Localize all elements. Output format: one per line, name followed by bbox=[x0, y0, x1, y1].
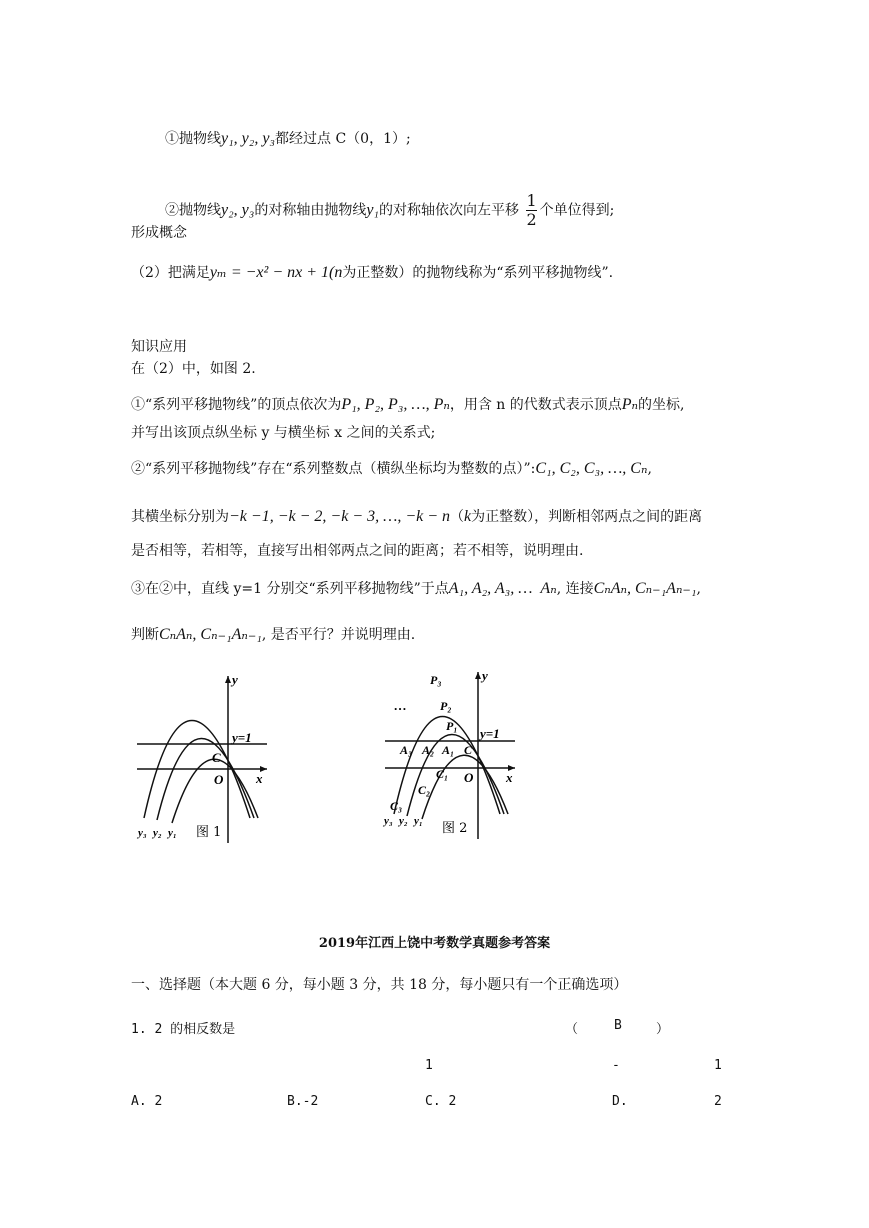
origin-label: O bbox=[214, 772, 224, 787]
axis-x-label: x bbox=[256, 771, 263, 786]
text: ①“系列平移抛物线”的顶点依次为 bbox=[131, 397, 342, 413]
c-point-label: C₃ bbox=[390, 799, 403, 813]
math-expr: y₁, y₂, y₃ bbox=[221, 130, 275, 147]
curve-label: y₁ bbox=[414, 815, 423, 827]
figure-caption: 图 2 bbox=[442, 821, 468, 836]
option-d: D. bbox=[612, 1094, 628, 1109]
math-expr: A₁, A₂, A₃, … bbox=[448, 580, 533, 597]
text: 个单位得到; bbox=[539, 202, 615, 219]
fraction-denominator: 2 bbox=[526, 210, 537, 229]
option-d-denominator: 2 bbox=[714, 1094, 722, 1109]
text: ②抛物线 bbox=[165, 202, 221, 219]
text: , bbox=[647, 461, 652, 477]
point-c-label: C bbox=[212, 750, 221, 765]
math-expr: −k −1, −k − 2, −k − 3, …, −k − n bbox=[229, 508, 451, 525]
para-4: 在（2）中，如图 2. bbox=[131, 361, 256, 377]
c-point-label: C₂ bbox=[418, 783, 431, 797]
option-c: C. 2 bbox=[425, 1094, 457, 1109]
option-b: B.-2 bbox=[287, 1094, 319, 1109]
para-9: 是否相等，若相等，直接写出相邻两点之间的距离；若不相等，说明理由. bbox=[131, 543, 584, 559]
option-d-numerator: 1 bbox=[714, 1058, 722, 1073]
line-label: y=1 bbox=[480, 726, 500, 741]
figure-2 bbox=[380, 664, 530, 848]
text: 为正整数）的抛物线称为“系列平移抛物线”. bbox=[342, 265, 614, 281]
para-3 bbox=[131, 262, 613, 282]
answer-value: B bbox=[614, 1018, 622, 1033]
a-point-label: A₃ bbox=[400, 743, 413, 757]
math-expr: y₂, y₃ bbox=[221, 201, 255, 219]
para-10 bbox=[131, 578, 701, 598]
math-expr: P₁, P₂, P₃, …, Pₙ bbox=[341, 396, 450, 413]
math-expr: C₁, C₂, C₃, …, Cₙ bbox=[535, 460, 648, 477]
a-point-label: A₂ bbox=[422, 743, 435, 757]
axis-y-label: y bbox=[232, 672, 238, 687]
c-point-label: C₁ bbox=[436, 767, 449, 781]
text: , bbox=[696, 581, 701, 597]
section-heading: 一、选择题（本大题 6 分，每小题 3 分，共 18 分，每小题只有一个正确选项） bbox=[131, 977, 628, 993]
answer-title: 2019年江西上饶中考数学真题参考答案 bbox=[318, 936, 551, 951]
vertex-label: P₃ bbox=[430, 673, 442, 687]
math-expr: CₙAₙ, Cₙ₋₁Aₙ₋₁ bbox=[159, 626, 262, 643]
text: 的对称轴由抛物线 bbox=[254, 202, 367, 219]
math-expr: k bbox=[464, 508, 472, 525]
heading-concept: 形成概念 bbox=[131, 225, 187, 241]
option-a: A. 2 bbox=[131, 1094, 163, 1109]
math-expr: Pₙ bbox=[621, 396, 639, 413]
vertex-label: P₁ bbox=[446, 719, 458, 733]
para-11 bbox=[131, 624, 415, 644]
math-expr: y₁ bbox=[366, 201, 379, 219]
answer-paren-left: （ bbox=[565, 1022, 579, 1037]
para-2 bbox=[165, 192, 614, 229]
ellipsis: … bbox=[394, 698, 407, 713]
a-point-label: A₁ bbox=[442, 743, 455, 757]
text: 为正整数），判断相邻两点之间的距离 bbox=[471, 509, 703, 525]
text: ②“系列平移抛物线”存在“系列整数点（横纵坐标均为整数的点）”: bbox=[131, 461, 536, 477]
origin-label: O bbox=[464, 770, 474, 785]
curve-label: y₃ bbox=[384, 815, 393, 827]
para-6: 并写出该顶点纵坐标 y 与横坐标 x 之间的关系式; bbox=[131, 425, 436, 441]
fraction-numerator: 1 bbox=[526, 191, 537, 210]
para-1 bbox=[165, 128, 411, 148]
curve-label: y₃ bbox=[138, 827, 147, 839]
para-8 bbox=[131, 506, 702, 526]
axis-x-label: x bbox=[506, 770, 513, 785]
heading-apply: 知识应用 bbox=[131, 339, 187, 355]
text: , 是否平行？并说明理由. bbox=[261, 627, 416, 643]
axis-y-label: y bbox=[482, 668, 488, 683]
text: 判断 bbox=[131, 627, 159, 643]
text: （ bbox=[450, 509, 465, 525]
curve-label: y₂ bbox=[399, 815, 408, 827]
math-expr: Aₙ bbox=[540, 580, 557, 597]
fraction bbox=[526, 192, 536, 229]
text: 都经过点 C（0，1）; bbox=[275, 131, 411, 147]
text: 的对称轴依次向左平移 bbox=[379, 202, 519, 219]
para-5 bbox=[131, 394, 684, 414]
line-label: y=1 bbox=[232, 730, 252, 745]
math-expr: CₙAₙ, Cₙ₋₁Aₙ₋₁ bbox=[593, 580, 697, 597]
option-c-numerator: 1 bbox=[425, 1058, 433, 1073]
curve-label: y₂ bbox=[153, 827, 162, 839]
answer-paren-right: ） bbox=[656, 1022, 670, 1037]
text: ①抛物线 bbox=[165, 131, 221, 147]
para-7 bbox=[131, 458, 652, 478]
figure-1 bbox=[132, 668, 282, 852]
text: ，用含 n 的代数式表示顶点 bbox=[449, 397, 622, 413]
text: 其横坐标分别为 bbox=[131, 509, 229, 525]
math-expr: yₘ = −x² − nx + 1(n bbox=[209, 264, 343, 281]
point-c-label: C bbox=[464, 743, 473, 757]
text: ③在②中，直线 y=1 分别交“系列平移抛物线”于点 bbox=[131, 581, 449, 597]
question-1: 1. 2 的相反数是 bbox=[131, 1022, 236, 1037]
figure-caption: 图 1 bbox=[196, 825, 222, 840]
curve-label: y₁ bbox=[168, 827, 177, 839]
text: , 连接 bbox=[556, 581, 594, 597]
vertex-label: P₂ bbox=[440, 699, 452, 713]
text: （2）把满足 bbox=[131, 265, 210, 281]
text: 的坐标, bbox=[638, 397, 685, 413]
option-d-sign: - bbox=[612, 1058, 620, 1073]
